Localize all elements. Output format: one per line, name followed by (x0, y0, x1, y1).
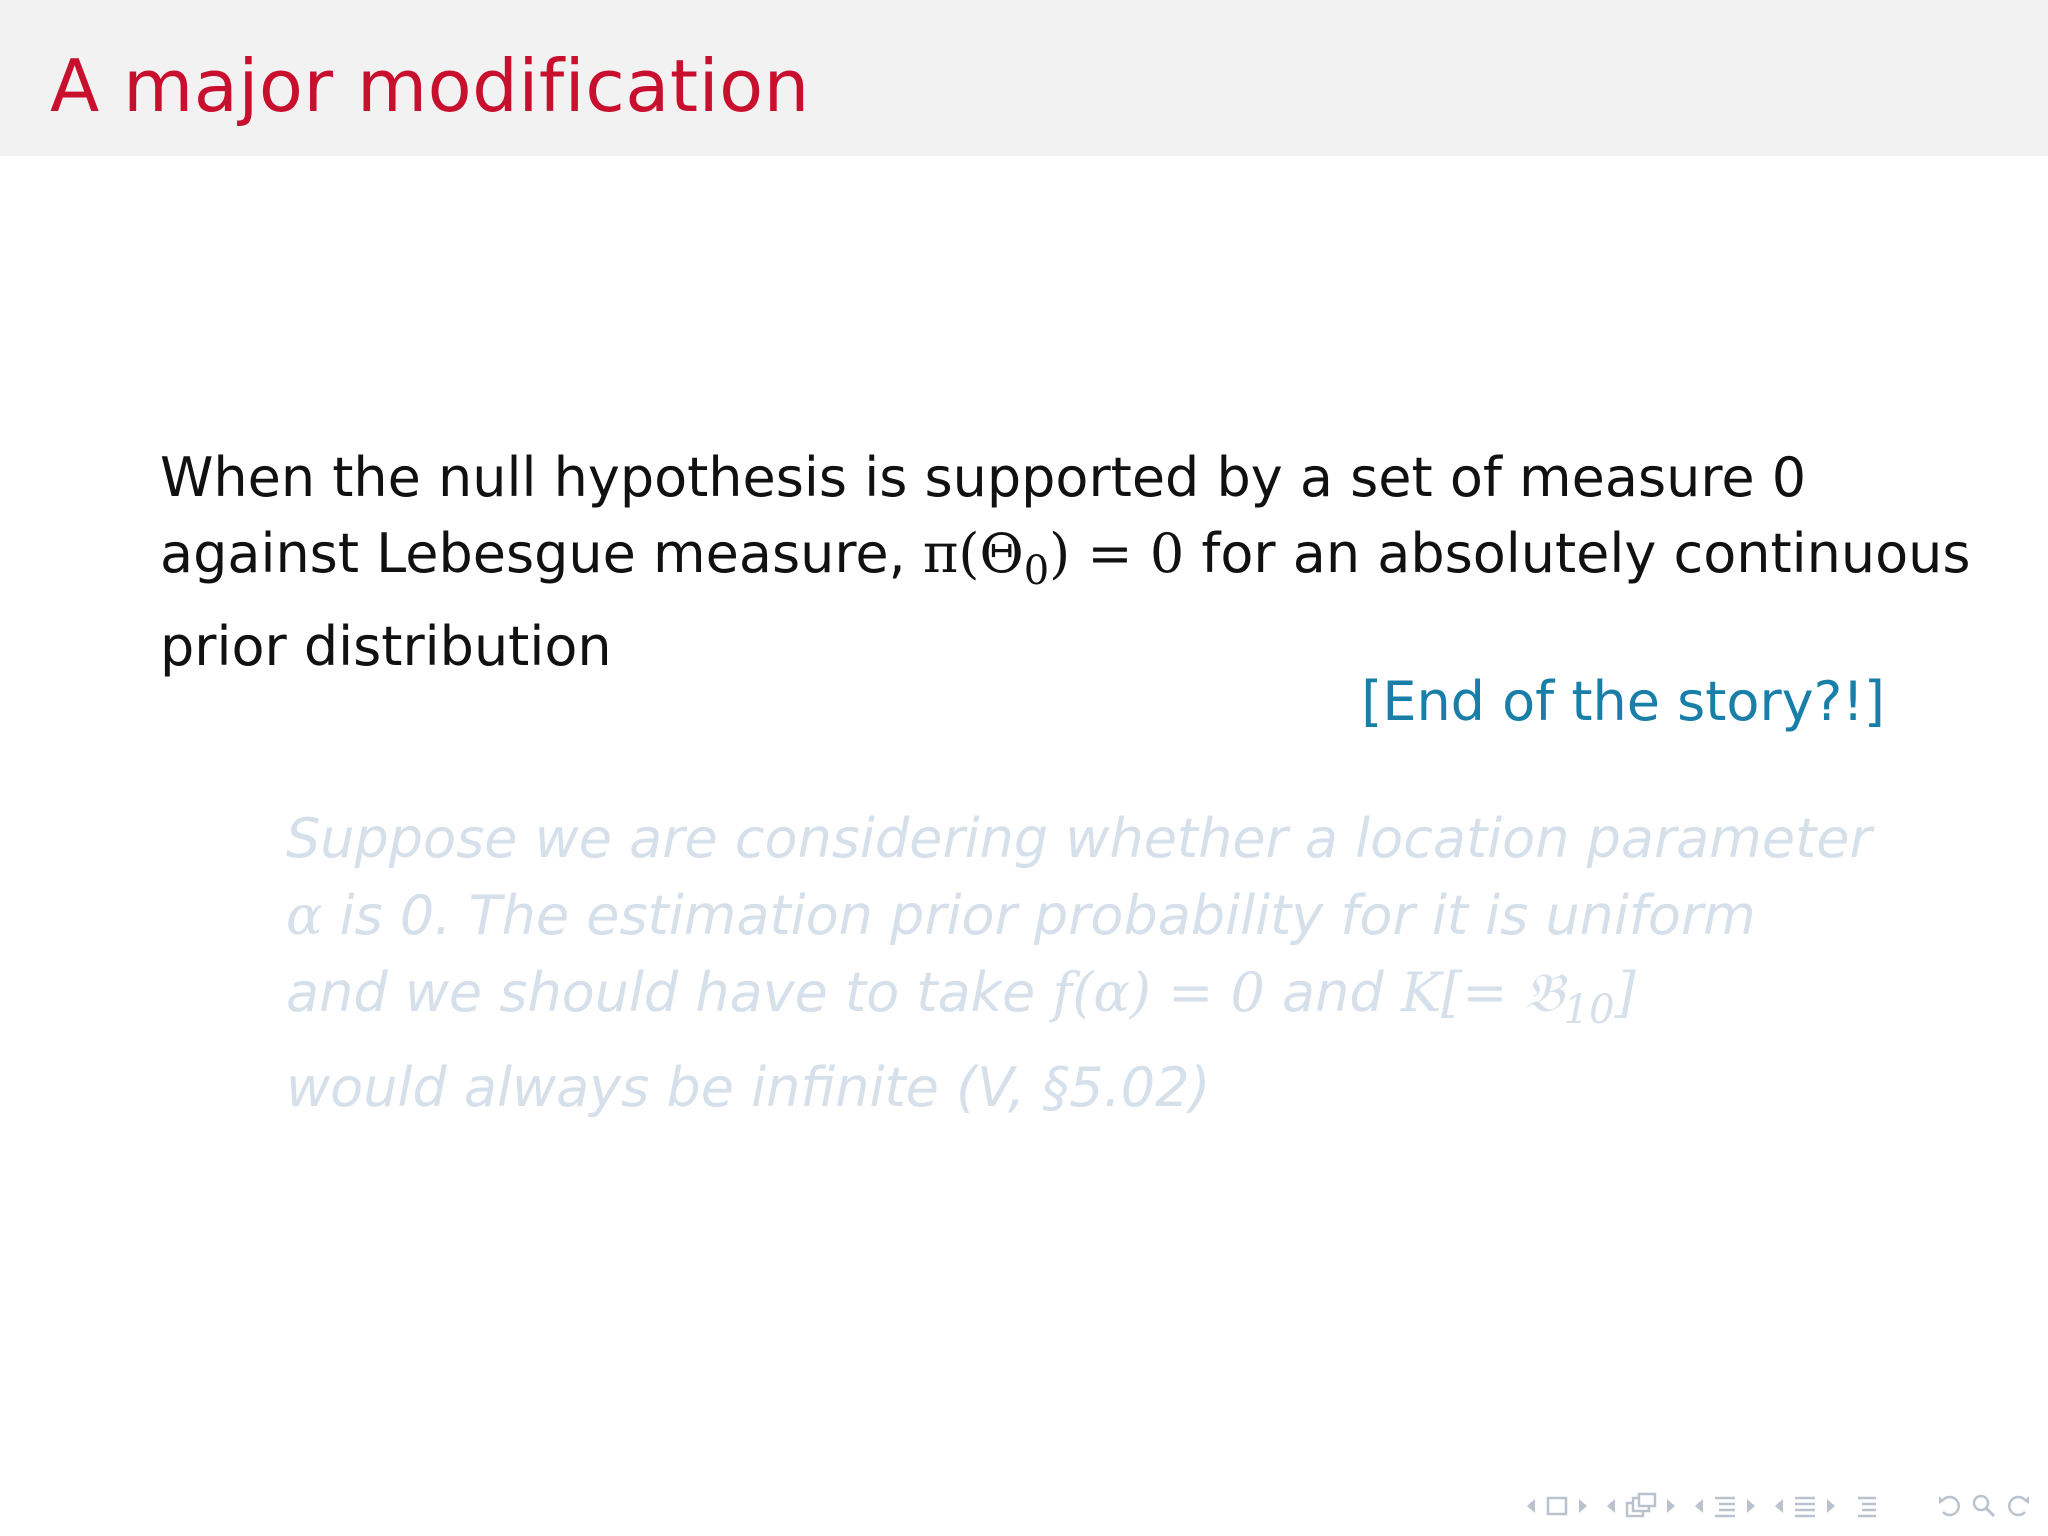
nav-subsection-group (1604, 1492, 1678, 1520)
search-icon[interactable] (1970, 1492, 1998, 1520)
quote-line-1: Suppose we are considering whether a location parameter (286, 807, 1872, 870)
body-line-2-pre: against Lebesgue measure, (160, 522, 923, 585)
arrow-left-icon[interactable] (1692, 1496, 1706, 1516)
nav-document-group (1772, 1493, 1838, 1519)
body-text (160, 440, 1971, 685)
frame-icon[interactable] (1544, 1495, 1570, 1517)
formula-f: f(α) = 0 (1052, 961, 1265, 1024)
section-icon[interactable] (1792, 1493, 1818, 1519)
faded-quote (286, 800, 1872, 1126)
body-line-2 (160, 516, 1971, 609)
nav-toc-group (1852, 1493, 1882, 1519)
quote-line-4: would always be infinite (V, §5.02) (286, 1056, 1211, 1119)
slide-title: A major modification (50, 44, 810, 128)
arrow-right-icon[interactable] (1744, 1496, 1758, 1516)
body-line-3: prior distribution (160, 615, 612, 678)
arrow-left-icon[interactable] (1524, 1496, 1538, 1516)
nav-frame-group (1524, 1495, 1590, 1517)
arrow-left-icon[interactable] (1772, 1496, 1786, 1516)
arrow-right-icon[interactable] (1576, 1496, 1590, 1516)
redo-icon[interactable] (2004, 1492, 2032, 1520)
arrow-right-icon[interactable] (1664, 1496, 1678, 1516)
arrow-left-icon[interactable] (1604, 1496, 1618, 1516)
undo-icon[interactable] (1936, 1492, 1964, 1520)
body-line-2-post: for an absolutely continuous (1184, 522, 1971, 585)
quote-line-2: α is 0. The estimation prior probability for it is uniform (286, 884, 1756, 947)
beamer-navigation-bar (1524, 1492, 2032, 1520)
quote-line-3: and we should have to take f(α) = 0 and K[= 𝔅$_{10}$] (286, 961, 1636, 1033)
subsection-icon[interactable] (1624, 1492, 1658, 1520)
nav-section-group (1692, 1493, 1758, 1519)
body-line-1: When the null hypothesis is supported by a set of measure 0 (160, 446, 1807, 509)
arrow-right-icon[interactable] (1824, 1496, 1838, 1516)
toc-icon[interactable] (1852, 1493, 1882, 1519)
section-icon[interactable] (1712, 1493, 1738, 1519)
nav-search-group (1936, 1492, 2032, 1520)
formula-pi: $\pi(\Theta_0) = 0$ (922, 522, 1185, 594)
alpha-symbol: α (286, 884, 323, 947)
remark: [End of the story?!] (1361, 670, 1885, 733)
formula-k: K[= 𝔅$_{10}$] (1400, 961, 1636, 1033)
title-bar (0, 0, 2048, 156)
